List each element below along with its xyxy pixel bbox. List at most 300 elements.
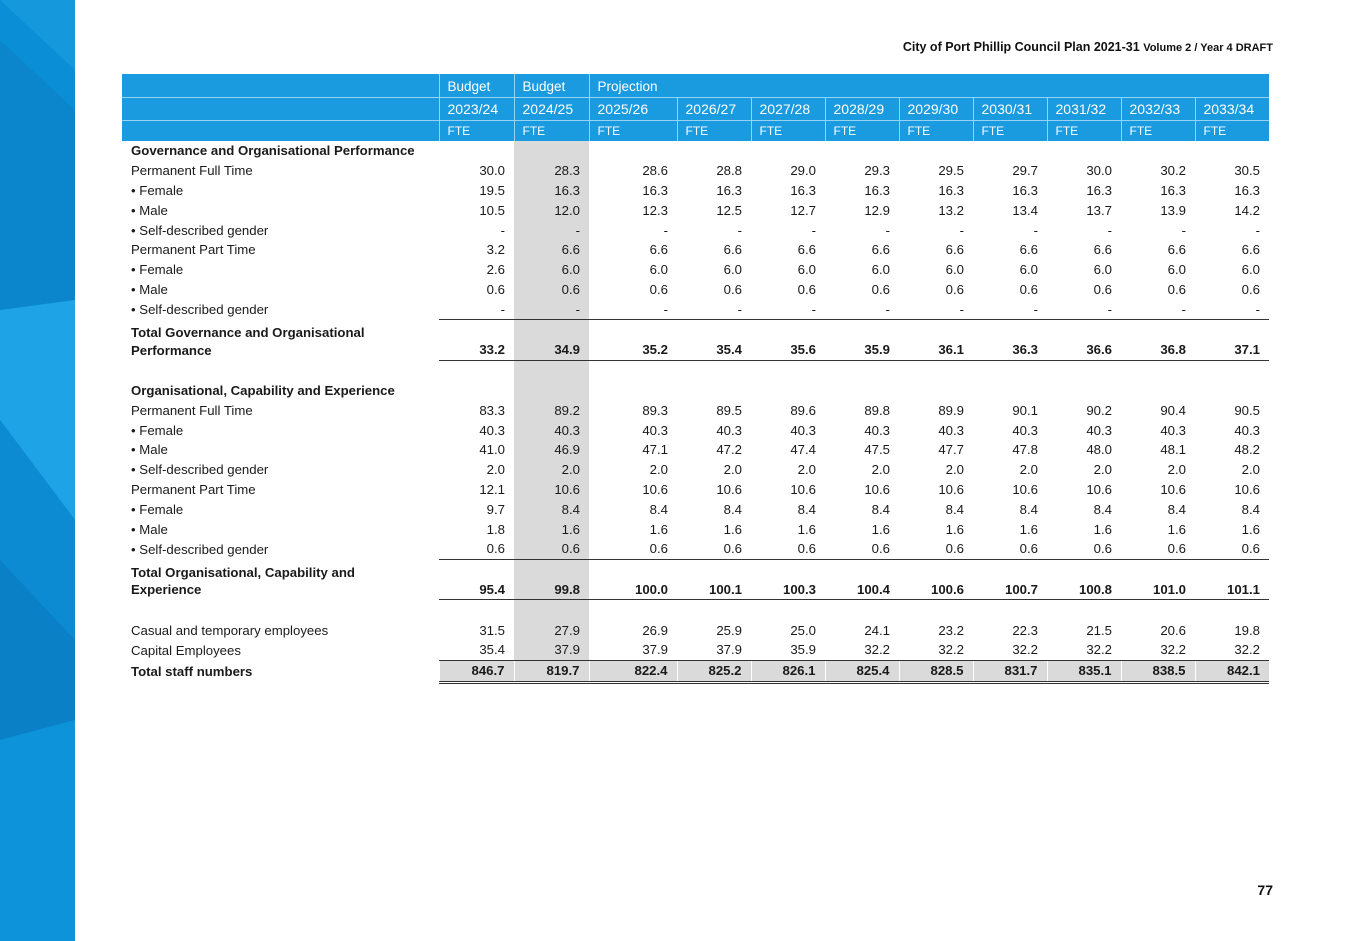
value-cell: 20.6 xyxy=(1160,622,1186,638)
value-cell: 12.9 xyxy=(864,202,890,218)
data-row xyxy=(122,420,1269,440)
value-cell: 0.6 xyxy=(1093,281,1112,297)
value-cell: 0.6 xyxy=(1019,281,1038,297)
header-unit: FTE xyxy=(1195,121,1269,142)
value-cell xyxy=(589,360,677,380)
value-cell xyxy=(439,559,514,579)
value-cell: 2.0 xyxy=(1019,462,1038,478)
value-cell: - xyxy=(973,299,1047,319)
value-cell: 100.0 xyxy=(589,580,677,600)
value-cell: 825.2 xyxy=(677,660,751,682)
header-year: 2025/26 xyxy=(589,98,677,121)
value-cell: 828.5 xyxy=(899,660,973,682)
value-cell: - xyxy=(677,299,751,319)
section-title-row xyxy=(122,141,1269,161)
header-blank xyxy=(973,74,1047,98)
header-blank xyxy=(122,121,439,142)
spacer xyxy=(122,600,439,620)
header-blank xyxy=(122,74,439,98)
value-cell: - xyxy=(1255,222,1260,238)
header-year: 2028/29 xyxy=(825,98,899,121)
value-cell: 41.0 xyxy=(479,442,505,458)
value-cell: 6.0 xyxy=(723,262,742,278)
value-cell: 48.2 xyxy=(1234,442,1260,458)
data-row xyxy=(122,220,1269,240)
value-cell xyxy=(439,320,514,340)
value-cell: 0.6 xyxy=(1121,539,1195,559)
value-cell xyxy=(1121,320,1195,340)
value-cell: 32.2 xyxy=(938,642,964,658)
section-total-row xyxy=(122,559,1269,579)
decorative-sidebar xyxy=(0,0,75,941)
value-cell: 6.0 xyxy=(1241,262,1260,278)
value-cell: - xyxy=(500,222,505,238)
value-cell: 48.0 xyxy=(1086,442,1112,458)
value-cell: 40.3 xyxy=(864,422,890,438)
value-cell: - xyxy=(751,299,825,319)
value-cell xyxy=(825,600,899,620)
value-cell: 0.6 xyxy=(514,280,589,300)
value-cell: 19.8 xyxy=(1234,622,1260,638)
value-cell: 35.6 xyxy=(751,340,825,360)
value-cell: 40.3 xyxy=(479,422,505,438)
value-cell: 6.6 xyxy=(797,242,816,258)
value-cell: 0.6 xyxy=(871,281,890,297)
value-cell: 8.4 xyxy=(871,501,890,517)
header-unit: FTE xyxy=(1047,121,1121,142)
value-cell: 16.3 xyxy=(642,182,668,198)
value-cell: 0.6 xyxy=(1195,539,1269,559)
data-row xyxy=(122,240,1269,260)
value-cell xyxy=(899,141,973,161)
data-row xyxy=(122,539,1269,559)
value-cell xyxy=(1121,381,1195,401)
fte-table xyxy=(122,74,1269,684)
value-cell xyxy=(514,381,589,401)
value-cell: 16.3 xyxy=(716,182,742,198)
value-cell: 13.9 xyxy=(1160,202,1186,218)
sidebar-pattern xyxy=(0,0,75,941)
value-cell: 100.6 xyxy=(899,580,973,600)
value-cell xyxy=(1047,559,1121,579)
value-cell: 826.1 xyxy=(751,660,825,682)
section-total-row xyxy=(122,340,1269,360)
page-number: 77 xyxy=(1257,882,1273,898)
row-label: • Male xyxy=(131,442,168,458)
value-cell: 0.6 xyxy=(649,281,668,297)
row-label: Permanent Part Time xyxy=(131,481,256,497)
value-cell: - xyxy=(1107,222,1112,238)
value-cell: - xyxy=(885,222,890,238)
value-cell xyxy=(514,141,589,161)
value-cell: 25.0 xyxy=(790,622,816,638)
value-cell: 6.0 xyxy=(1167,262,1186,278)
value-cell: 6.0 xyxy=(797,262,816,278)
value-cell: 40.3 xyxy=(1012,422,1038,438)
value-cell: - xyxy=(1181,222,1186,238)
value-cell xyxy=(751,360,825,380)
value-cell: 0.6 xyxy=(486,281,505,297)
value-cell: 1.6 xyxy=(514,519,589,539)
value-cell: - xyxy=(439,299,514,319)
value-cell: 89.3 xyxy=(642,402,668,418)
value-cell: 10.6 xyxy=(1234,481,1260,497)
row-label: • Female xyxy=(131,422,184,438)
value-cell: 10.6 xyxy=(716,481,742,497)
value-cell: 27.9 xyxy=(514,620,589,640)
value-cell: 29.5 xyxy=(938,163,964,179)
value-cell: 10.6 xyxy=(790,481,816,497)
value-cell: 89.6 xyxy=(790,402,816,418)
value-cell xyxy=(439,381,514,401)
value-cell xyxy=(973,381,1047,401)
value-cell xyxy=(825,141,899,161)
row-label: Permanent Full Time xyxy=(131,402,253,418)
value-cell xyxy=(677,381,751,401)
value-cell: 6.0 xyxy=(649,262,668,278)
value-cell: 100.1 xyxy=(677,580,751,600)
value-cell: 25.9 xyxy=(716,622,742,638)
header-year: 2032/33 xyxy=(1121,98,1195,121)
value-cell: 12.3 xyxy=(642,202,668,218)
value-cell: 8.4 xyxy=(723,501,742,517)
value-cell: 29.0 xyxy=(790,163,816,179)
value-cell: 8.4 xyxy=(1019,501,1038,517)
value-cell: 89.2 xyxy=(514,400,589,420)
section-total-label: Total Governance and Organisational xyxy=(131,324,365,340)
value-cell: 35.4 xyxy=(677,340,751,360)
grand-total-row xyxy=(122,660,1269,682)
header-unit: FTE xyxy=(751,121,825,142)
header-blank xyxy=(899,74,973,98)
value-cell: 10.6 xyxy=(1086,481,1112,497)
value-cell: 40.3 xyxy=(642,422,668,438)
header-category: Budget xyxy=(439,74,514,98)
data-row xyxy=(122,260,1269,280)
header-unit: FTE xyxy=(677,121,751,142)
header-unit: FTE xyxy=(899,121,973,142)
value-cell xyxy=(439,141,514,161)
value-cell: 12.0 xyxy=(514,200,589,220)
value-cell: 16.3 xyxy=(1234,182,1260,198)
value-cell: 2.0 xyxy=(1167,462,1186,478)
value-cell xyxy=(1047,360,1121,380)
value-cell: 40.3 xyxy=(1234,422,1260,438)
value-cell: 16.3 xyxy=(790,182,816,198)
value-cell: 30.0 xyxy=(479,163,505,179)
value-cell xyxy=(677,559,751,579)
value-cell: 2.0 xyxy=(797,462,816,478)
value-cell xyxy=(1047,320,1121,340)
value-cell: 6.6 xyxy=(514,240,589,260)
document-header xyxy=(903,40,1273,54)
value-cell: 0.6 xyxy=(1047,539,1121,559)
section-total-row xyxy=(122,580,1269,600)
value-cell: 37.1 xyxy=(1195,340,1269,360)
header-unit: FTE xyxy=(825,121,899,142)
value-cell xyxy=(589,320,677,340)
value-cell: 47.2 xyxy=(716,442,742,458)
value-cell: - xyxy=(1047,299,1121,319)
value-cell: 6.6 xyxy=(649,242,668,258)
value-cell xyxy=(1195,600,1269,620)
value-cell: 2.0 xyxy=(871,462,890,478)
value-cell: 35.2 xyxy=(589,340,677,360)
value-cell: 24.1 xyxy=(864,622,890,638)
value-cell: 2.6 xyxy=(486,262,505,278)
value-cell: 101.0 xyxy=(1121,580,1195,600)
value-cell: 10.5 xyxy=(479,202,505,218)
row-label: • Male xyxy=(131,521,168,537)
value-cell: 29.7 xyxy=(1012,163,1038,179)
header-unit: FTE xyxy=(1121,121,1195,142)
value-cell: 8.4 xyxy=(945,501,964,517)
value-cell: 2.0 xyxy=(723,462,742,478)
header-unit: FTE xyxy=(439,121,514,142)
value-cell: - xyxy=(737,222,742,238)
value-cell xyxy=(1195,360,1269,380)
value-cell: 0.6 xyxy=(1167,281,1186,297)
value-cell: 16.3 xyxy=(514,181,589,201)
value-cell: 13.7 xyxy=(1086,202,1112,218)
section-total-label: Total Organisational, Capability and xyxy=(131,564,355,580)
value-cell: 0.6 xyxy=(899,539,973,559)
value-cell xyxy=(1047,381,1121,401)
header-year: 2030/31 xyxy=(973,98,1047,121)
value-cell xyxy=(514,320,589,340)
row-label: • Female xyxy=(131,501,184,517)
value-cell: 90.5 xyxy=(1234,402,1260,418)
data-row xyxy=(122,499,1269,519)
value-cell: 6.0 xyxy=(945,262,964,278)
value-cell: - xyxy=(959,222,964,238)
header-blank xyxy=(1195,74,1269,98)
value-cell: 36.3 xyxy=(973,340,1047,360)
value-cell xyxy=(1195,559,1269,579)
value-cell: 2.0 xyxy=(649,462,668,478)
value-cell: 6.0 xyxy=(871,262,890,278)
value-cell: 6.6 xyxy=(723,242,742,258)
value-cell: 100.4 xyxy=(825,580,899,600)
value-cell xyxy=(973,320,1047,340)
value-cell xyxy=(677,141,751,161)
value-cell: 8.4 xyxy=(649,501,668,517)
value-cell: 29.3 xyxy=(864,163,890,179)
value-cell xyxy=(677,600,751,620)
value-cell xyxy=(899,320,973,340)
value-cell xyxy=(1047,600,1121,620)
value-cell: 47.7 xyxy=(938,442,964,458)
value-cell: 40.3 xyxy=(1086,422,1112,438)
value-cell: 1.6 xyxy=(649,521,668,537)
value-cell: 36.8 xyxy=(1121,340,1195,360)
value-cell xyxy=(751,141,825,161)
header-year: 2031/32 xyxy=(1047,98,1121,121)
value-cell: 16.3 xyxy=(1012,182,1038,198)
value-cell: - xyxy=(899,299,973,319)
value-cell: 6.6 xyxy=(1167,242,1186,258)
header-blank xyxy=(825,74,899,98)
value-cell: 2.0 xyxy=(1093,462,1112,478)
value-cell: 100.3 xyxy=(751,580,825,600)
grand-total-label: Total staff numbers xyxy=(131,663,253,679)
header-blank xyxy=(1121,74,1195,98)
value-cell xyxy=(899,381,973,401)
value-cell xyxy=(1121,600,1195,620)
value-cell: 1.6 xyxy=(1167,521,1186,537)
header-year: 2023/24 xyxy=(439,98,514,121)
value-cell: 32.2 xyxy=(1234,642,1260,658)
value-cell: 22.3 xyxy=(1012,622,1038,638)
value-cell: 6.0 xyxy=(1019,262,1038,278)
data-row xyxy=(122,200,1269,220)
value-cell: 40.3 xyxy=(716,422,742,438)
value-cell xyxy=(589,559,677,579)
value-cell: 6.6 xyxy=(1241,242,1260,258)
value-cell: - xyxy=(1033,222,1038,238)
value-cell: 0.6 xyxy=(797,281,816,297)
value-cell xyxy=(589,381,677,401)
value-cell: 95.4 xyxy=(439,580,514,600)
header-year: 2033/34 xyxy=(1195,98,1269,121)
data-row xyxy=(122,280,1269,300)
value-cell: 0.6 xyxy=(825,539,899,559)
value-cell: 36.6 xyxy=(1047,340,1121,360)
value-cell: 1.6 xyxy=(945,521,964,537)
value-cell: 2.0 xyxy=(945,462,964,478)
value-cell xyxy=(514,559,589,579)
value-cell xyxy=(589,141,677,161)
value-cell xyxy=(899,559,973,579)
spacer-row xyxy=(122,600,1269,620)
value-cell xyxy=(973,559,1047,579)
document-version: Volume 2 / Year 4 DRAFT xyxy=(1143,42,1273,54)
value-cell: 90.1 xyxy=(1012,402,1038,418)
value-cell xyxy=(825,381,899,401)
value-cell: - xyxy=(1121,299,1195,319)
data-row xyxy=(122,460,1269,480)
value-cell: 33.2 xyxy=(439,340,514,360)
value-cell: 1.6 xyxy=(1241,521,1260,537)
value-cell: 10.6 xyxy=(1160,481,1186,497)
fte-table-body xyxy=(122,141,1269,682)
value-cell: 1.8 xyxy=(486,521,505,537)
data-row xyxy=(122,440,1269,460)
value-cell xyxy=(973,141,1047,161)
value-cell: 28.6 xyxy=(642,163,668,179)
value-cell: 0.6 xyxy=(1241,281,1260,297)
value-cell xyxy=(751,600,825,620)
value-cell: 19.5 xyxy=(479,182,505,198)
value-cell: 10.6 xyxy=(864,481,890,497)
header-blank xyxy=(1047,74,1121,98)
value-cell: 2.0 xyxy=(514,460,589,480)
value-cell: 1.6 xyxy=(1093,521,1112,537)
value-cell: - xyxy=(514,299,589,319)
value-cell: 12.7 xyxy=(790,202,816,218)
data-row xyxy=(122,620,1269,640)
section-title-row xyxy=(122,381,1269,401)
value-cell xyxy=(973,600,1047,620)
value-cell: 10.6 xyxy=(1012,481,1038,497)
value-cell: 89.9 xyxy=(938,402,964,418)
value-cell: 846.7 xyxy=(439,660,514,682)
data-row xyxy=(122,640,1269,660)
row-label: • Female xyxy=(131,182,184,198)
value-cell xyxy=(439,600,514,620)
value-cell: 838.5 xyxy=(1121,660,1195,682)
value-cell: 46.9 xyxy=(514,440,589,460)
row-label: • Self-described gender xyxy=(131,541,269,557)
value-cell xyxy=(514,600,589,620)
value-cell xyxy=(1047,141,1121,161)
value-cell: - xyxy=(663,222,668,238)
value-cell: 37.9 xyxy=(642,642,668,658)
value-cell: 13.2 xyxy=(938,202,964,218)
value-cell xyxy=(589,600,677,620)
header-unit: FTE xyxy=(973,121,1047,142)
header-category: Projection xyxy=(589,74,677,98)
value-cell: 47.5 xyxy=(864,442,890,458)
value-cell: 40.3 xyxy=(790,422,816,438)
value-cell xyxy=(1195,381,1269,401)
value-cell: 9.7 xyxy=(486,501,505,517)
value-cell: 16.3 xyxy=(938,182,964,198)
value-cell: 21.5 xyxy=(1086,622,1112,638)
value-cell: 26.9 xyxy=(642,622,668,638)
value-cell: 35.4 xyxy=(479,642,505,658)
value-cell: 8.4 xyxy=(1093,501,1112,517)
row-label: • Male xyxy=(131,281,168,297)
value-cell xyxy=(825,559,899,579)
row-label: • Self-described gender xyxy=(131,222,269,238)
value-cell: - xyxy=(825,299,899,319)
value-cell xyxy=(751,559,825,579)
header-year: 2026/27 xyxy=(677,98,751,121)
value-cell xyxy=(751,381,825,401)
value-cell: 28.8 xyxy=(716,163,742,179)
value-cell: 16.3 xyxy=(864,182,890,198)
value-cell: 30.0 xyxy=(1086,163,1112,179)
header-year: 2029/30 xyxy=(899,98,973,121)
value-cell: 83.3 xyxy=(479,402,505,418)
value-cell: - xyxy=(514,220,589,240)
value-cell: 10.6 xyxy=(514,480,589,500)
value-cell: - xyxy=(1195,299,1269,319)
value-cell: 90.2 xyxy=(1086,402,1112,418)
value-cell: 2.0 xyxy=(486,462,505,478)
value-cell: 0.6 xyxy=(439,539,514,559)
value-cell: 842.1 xyxy=(1195,660,1269,682)
row-label: • Self-described gender xyxy=(131,302,269,318)
value-cell: 89.5 xyxy=(716,402,742,418)
value-cell xyxy=(973,360,1047,380)
value-cell: 40.3 xyxy=(1160,422,1186,438)
data-row xyxy=(122,519,1269,539)
value-cell: 32.2 xyxy=(864,642,890,658)
value-cell: 40.3 xyxy=(514,420,589,440)
value-cell: 90.4 xyxy=(1160,402,1186,418)
value-cell: 819.7 xyxy=(514,660,589,682)
spacer xyxy=(122,360,439,380)
row-label: • Male xyxy=(131,202,168,218)
value-cell: 13.4 xyxy=(1012,202,1038,218)
value-cell: 47.4 xyxy=(790,442,816,458)
value-cell: 37.9 xyxy=(716,642,742,658)
row-label: • Female xyxy=(131,262,184,278)
row-label: Permanent Part Time xyxy=(131,242,256,258)
value-cell: 99.8 xyxy=(514,580,589,600)
